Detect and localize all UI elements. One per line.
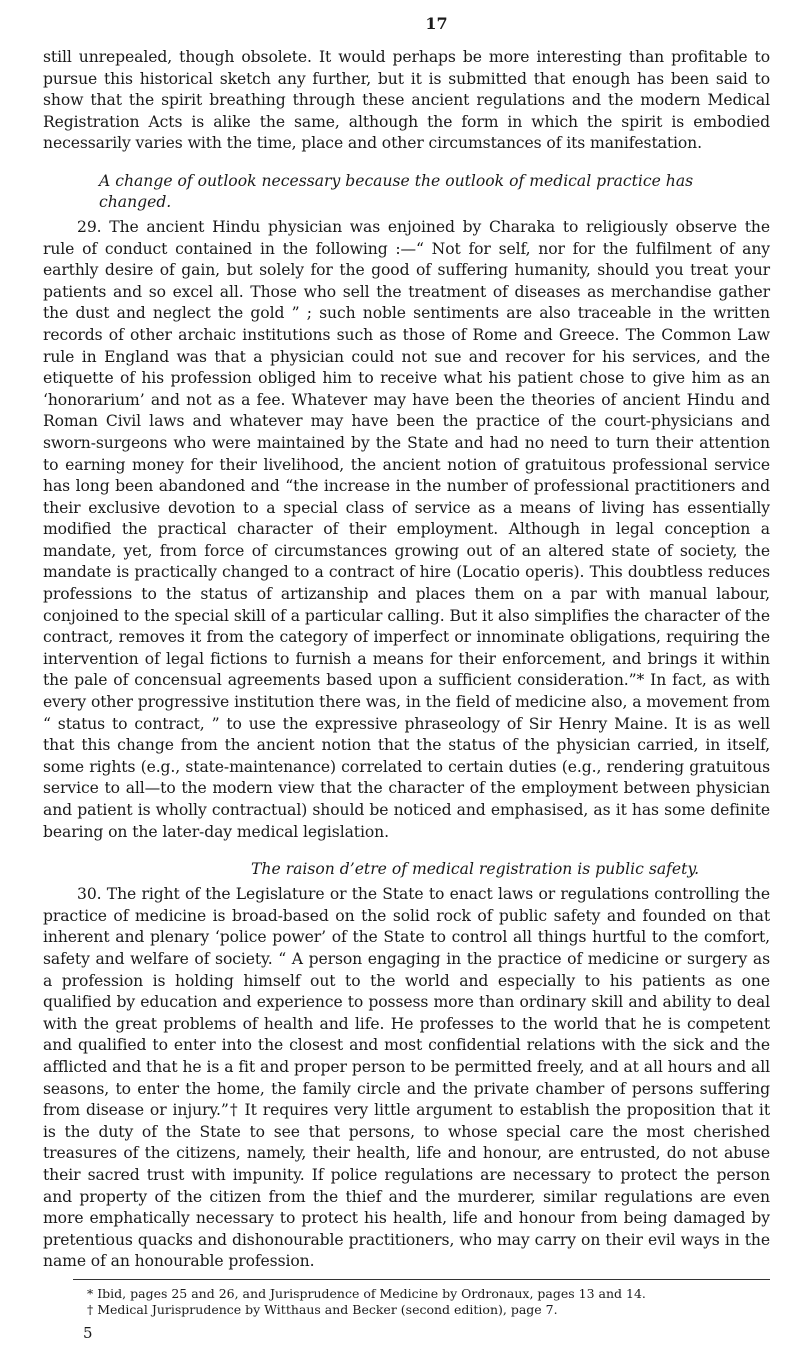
section-heading-raison-detre: The raison d’etre of medical registration is public safety.: [251, 860, 700, 879]
footnote-ibid: * Ibid, pages 25 and 26, and Jurisprudence of Medicine by Ordronaux, pages 13 and 14.: [87, 1285, 646, 1301]
section-heading-change-of-outlook: A change of outlook necessary because the outlook of medical practice has changed.: [99, 171, 694, 211]
paragraph-30: 30. The right of the Legislature or the State to enact laws or regulations controlling the practice of medicine is broad-based on the solid rock of public safety and founded on that inherent and plenary ‘police power’ of the State to control all things hurtful to the comfort, safety and welfare of society. “ A person engaging in the practice of medicine or surgery as a profession is holding himself out to the world and especially to his patients as one qualified by education and experience to possess more than ordinary skill and ability to deal with the great problems of health and life. He professes to the world that he is competent and qualified to enter into the closest and most confidential relations with the sick and the afflicted and that he is a fit and proper person to be permitted freely, and at all hours and all seasons, to enter the home, the family circle and the private chamber of persons suffering from disease or injury.”† It requires very little argument to establish the proposition that it is the duty of the State to see that persons, to whose special care the most cherished treasures of the citizens, namely, their health, life and honour, are entrusted, do not abuse their sacred trust with impunity. If police regulations are necessary to protect the person and property of the citizen from the thief and the murderer, similar regulations are even more emphatically necessary to protect his health, life and honour from being damaged by pretentious quacks and dishonourable practitioners, who may carry on their evil ways in the name of an honourable profession.: [43, 885, 770, 1271]
paragraph-29: 29. The ancient Hindu physician was enjoined by Charaka to religiously observe the rule of conduct contained in the following :—“ Not for self, nor for the fulfilment of any earthly desire of gain, but solely for the good of suffering humanity, should you treat your patients and so excel all. Those who sell the treatment of diseases as merchandise gather the dust and neglect the gold ” ; such noble sentiments are also traceable in the written records of other archaic institutions such as those of Rome and Greece. The Common Law rule in England was that a physician could not sue and recover for his services, and the etiquette of his profession obliged him to receive what his patient chose to give him as an ‘honorarium’ and not as a fee. Whatever may have been the theories of ancient Hindu and Roman Civil laws and whatever may have been the practice of the court-physicians and sworn-surgeons who were maintained by the State and had no need to turn their attention to earning money for their livelihood, the ancient notion of gratuitous professional service has long been abandoned and “the increase in the number of professional practitioners and their exclusive devotion to a special class of service as a means of living has essentially modified the practical character of their employment. Although in legal conception a mandate, yet, from force of circumstances growing out of an altered state of society, the mandate is practically changed to a contract of hire (Locatio operis). This doubtless reduces professions to the status of artizanship and places them on a par with manual labour, conjoined to the special skill of a particular calling. But it also simplifies the character of the contract, removes it from the category of imperfect or innominate obligations, requiring the intervention of legal fictions to furnish a means for their enforcement, and brings it within the pale of concensual agreements based upon a sufficient consideration.”* In fact, as with every other progressive institution there was, in the field of medicine also, a movement from “ status to contract, ” to use the expressive phraseology of Sir Henry Maine. It is as well that this change from the ancient notion that the status of the physician carried, in itself, some rights (e.g., state-maintenance) correlated to certain duties (e.g., rendering gratuitous service to all—to the modern view that the character of the employment between physician and patient is wholly contractual) should be noticed and emphasised, as it has some definite bearing on the later-day medical legislation.: [43, 217, 770, 841]
page-number: 17: [425, 14, 448, 33]
paragraph-continuation: still unrepealed, though obsolete. It would perhaps be more interesting than profitable to pursue this historical sketch any further, but it is submitted that enough has been said to show that the spirit breathing through these ancient regulations and the modern Medical Registration Acts is alike the same, although the form in which the spirit is embodied necessarily varies with the time, place and other circumstances of its manifestation.: [43, 48, 770, 153]
signature-mark: 5: [83, 1323, 93, 1342]
footnote-medical-jurisprudence: † Medical Jurisprudence by Witthaus and Becker (second edition), page 7.: [87, 1301, 558, 1317]
footnotes: [73, 1279, 770, 1318]
